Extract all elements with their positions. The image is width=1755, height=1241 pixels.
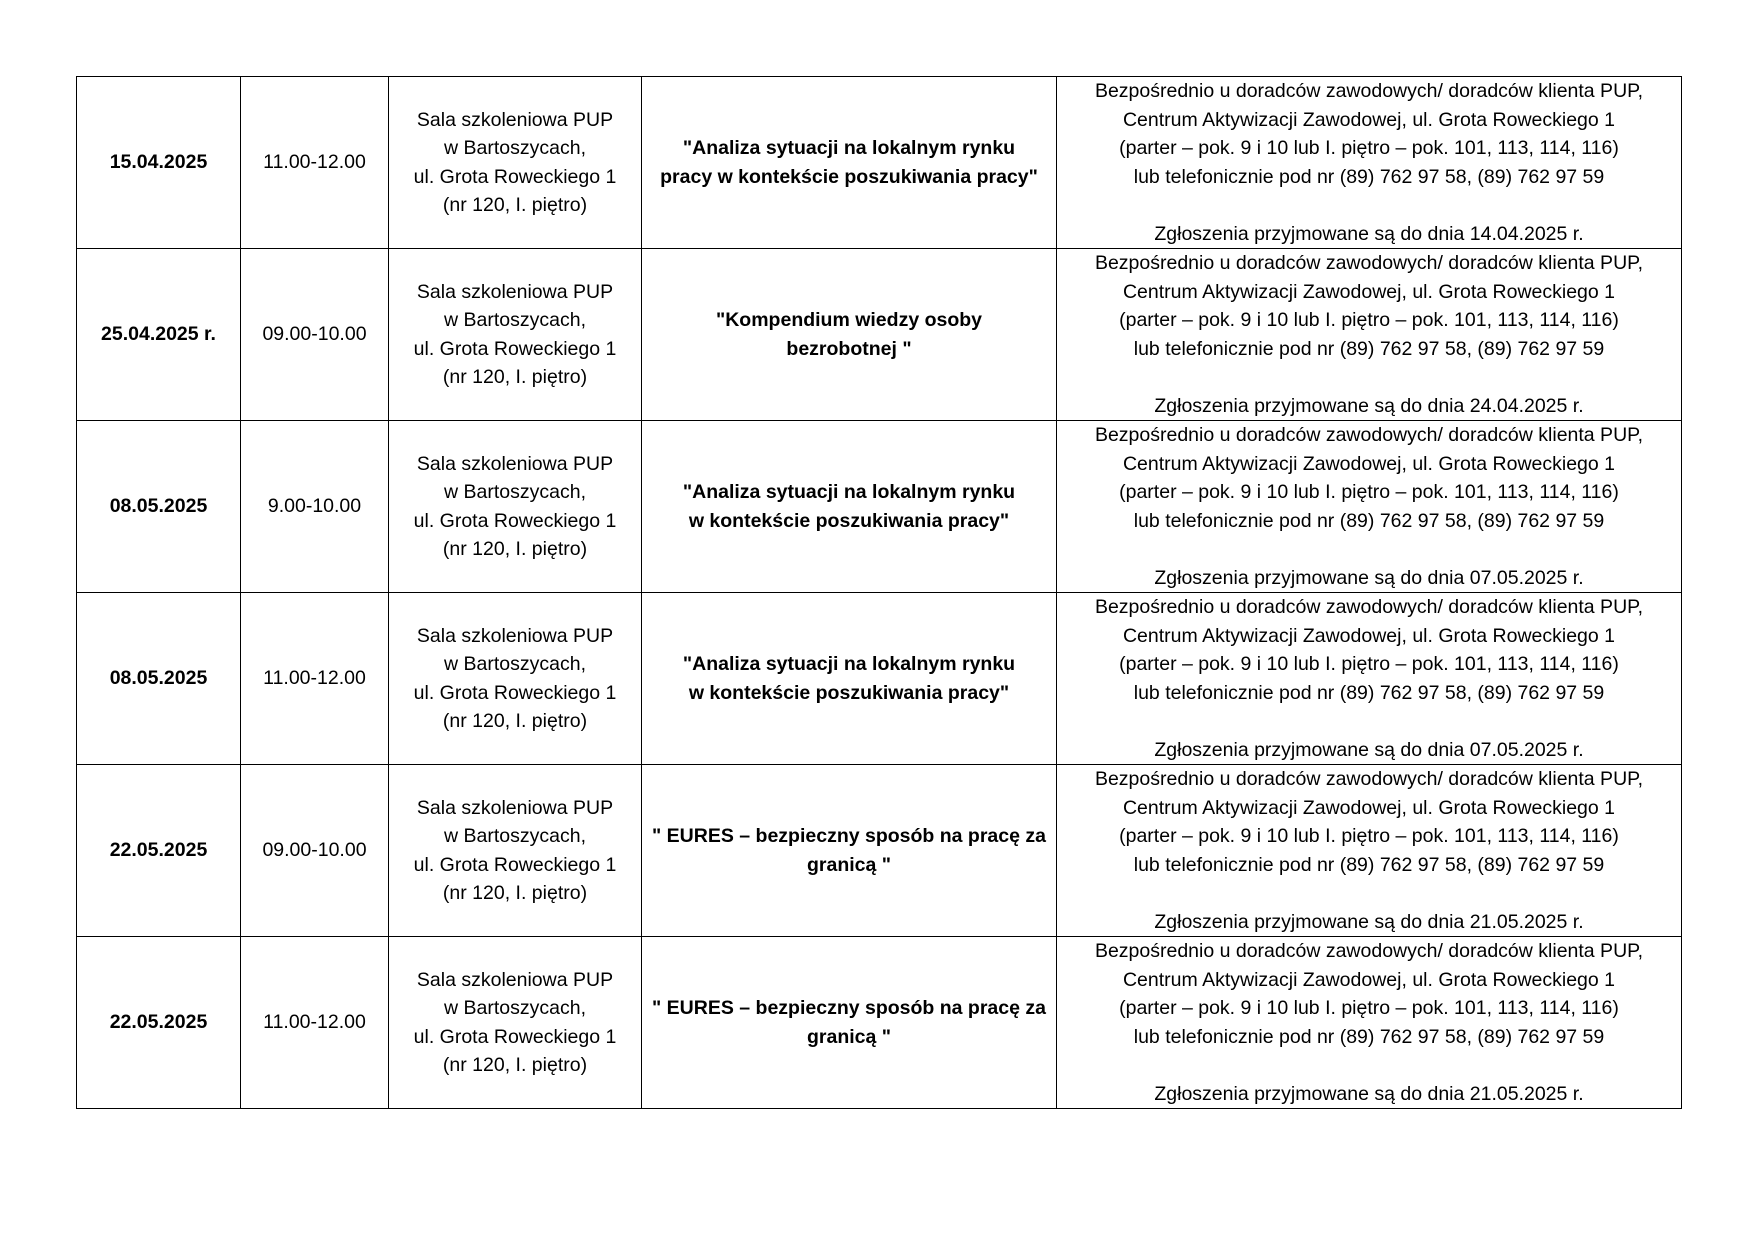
topic-line: " EURES – bezpieczny sposób na pracę za bbox=[652, 825, 1046, 847]
topic-cell bbox=[642, 421, 1057, 593]
topic-line: bezrobotnej " bbox=[786, 337, 912, 360]
place-line: w Bartoszycach, bbox=[444, 825, 586, 847]
place-line: w Bartoszycach, bbox=[444, 997, 586, 1019]
contact-cell bbox=[1057, 249, 1682, 421]
topic-line: granicą " bbox=[806, 853, 892, 876]
place-line: w Bartoszycach, bbox=[444, 309, 586, 331]
contact-line: (parter – pok. 9 i 10 lub I. piętro – pok. 101, 113, 114, 116) bbox=[1119, 481, 1619, 503]
spacer bbox=[1063, 363, 1675, 392]
place-line: ul. Grota Roweckiego 1 bbox=[413, 681, 617, 704]
place-line: (nr 120, I. piętro) bbox=[442, 538, 588, 560]
date-cell: 22.05.2025 bbox=[77, 937, 241, 1109]
contact-line: Bezpośrednio u doradców zawodowych/ doradców klienta PUP, bbox=[1094, 424, 1644, 446]
time-cell: 11.00-12.00 bbox=[241, 77, 389, 249]
topic-line: w kontekście poszukiwania pracy" bbox=[688, 681, 1010, 704]
place-line: (nr 120, I. piętro) bbox=[442, 1054, 588, 1076]
time-cell: 11.00-12.00 bbox=[241, 937, 389, 1109]
spacer bbox=[1063, 879, 1675, 908]
topic-cell bbox=[642, 765, 1057, 937]
place-line: Sala szkoleniowa PUP bbox=[416, 280, 614, 303]
contact-line: lub telefonicznie pod nr (89) 762 97 58, (89) 762 97 59 bbox=[1133, 681, 1605, 704]
contact-line: lub telefonicznie pod nr (89) 762 97 58, (89) 762 97 59 bbox=[1133, 1025, 1605, 1048]
place-cell bbox=[389, 937, 642, 1109]
spacer bbox=[1063, 707, 1675, 736]
contact-line: Centrum Aktywizacji Zawodowej, ul. Grota Roweckiego 1 bbox=[1122, 968, 1616, 991]
place-line: w Bartoszycach, bbox=[444, 653, 586, 675]
place-line: ul. Grota Roweckiego 1 bbox=[413, 509, 617, 532]
date-cell: 08.05.2025 bbox=[77, 421, 241, 593]
time-cell: 11.00-12.00 bbox=[241, 593, 389, 765]
place-cell bbox=[389, 249, 642, 421]
contact-line: (parter – pok. 9 i 10 lub I. piętro – pok. 101, 113, 114, 116) bbox=[1119, 825, 1619, 847]
contact-line: Bezpośrednio u doradców zawodowych/ doradców klienta PUP, bbox=[1094, 768, 1644, 790]
place-line: ul. Grota Roweckiego 1 bbox=[413, 1025, 617, 1048]
topic-line: " EURES – bezpieczny sposób na pracę za bbox=[652, 997, 1046, 1019]
topic-cell bbox=[642, 593, 1057, 765]
contact-cell bbox=[1057, 77, 1682, 249]
contact-cell bbox=[1057, 593, 1682, 765]
contact-line: lub telefonicznie pod nr (89) 762 97 58, (89) 762 97 59 bbox=[1133, 509, 1605, 532]
table-row bbox=[77, 77, 1682, 249]
place-line: ul. Grota Roweckiego 1 bbox=[413, 853, 617, 876]
contact-line: lub telefonicznie pod nr (89) 762 97 58, (89) 762 97 59 bbox=[1133, 337, 1605, 360]
date-cell: 15.04.2025 bbox=[77, 77, 241, 249]
time-cell: 09.00-10.00 bbox=[241, 765, 389, 937]
topic-line: w kontekście poszukiwania pracy" bbox=[688, 509, 1010, 532]
contact-line: lub telefonicznie pod nr (89) 762 97 58, (89) 762 97 59 bbox=[1133, 165, 1605, 188]
table-row bbox=[77, 765, 1682, 937]
topic-line: pracy w kontekście poszukiwania pracy" bbox=[660, 165, 1038, 188]
table-row bbox=[77, 421, 1682, 593]
deadline-line: Zgłoszenia przyjmowane są do dnia 24.04.2025 r. bbox=[1154, 394, 1584, 417]
contact-line: Bezpośrednio u doradców zawodowych/ doradców klienta PUP, bbox=[1094, 252, 1644, 274]
topic-cell bbox=[642, 937, 1057, 1109]
contact-line: Centrum Aktywizacji Zawodowej, ul. Grota Roweckiego 1 bbox=[1122, 452, 1616, 475]
place-line: (nr 120, I. piętro) bbox=[442, 882, 588, 904]
date-cell: 08.05.2025 bbox=[77, 593, 241, 765]
place-cell bbox=[389, 77, 642, 249]
deadline-line: Zgłoszenia przyjmowane są do dnia 21.05.2025 r. bbox=[1154, 910, 1584, 933]
time-cell: 09.00-10.00 bbox=[241, 249, 389, 421]
contact-line: Centrum Aktywizacji Zawodowej, ul. Grota Roweckiego 1 bbox=[1122, 280, 1616, 303]
deadline-line: Zgłoszenia przyjmowane są do dnia 07.05.2025 r. bbox=[1154, 738, 1584, 761]
place-line: Sala szkoleniowa PUP bbox=[416, 968, 614, 991]
contact-line: (parter – pok. 9 i 10 lub I. piętro – pok. 101, 113, 114, 116) bbox=[1119, 997, 1619, 1019]
topic-cell bbox=[642, 249, 1057, 421]
topic-line: "Kompendium wiedzy osoby bbox=[715, 309, 983, 331]
topic-line: granicą " bbox=[806, 1025, 892, 1048]
topic-line: "Analiza sytuacji na lokalnym rynku bbox=[682, 653, 1016, 675]
spacer bbox=[1063, 535, 1675, 564]
place-line: Sala szkoleniowa PUP bbox=[416, 796, 614, 819]
place-line: ul. Grota Roweckiego 1 bbox=[413, 337, 617, 360]
contact-line: (parter – pok. 9 i 10 lub I. piętro – pok. 101, 113, 114, 116) bbox=[1119, 309, 1619, 331]
place-line: w Bartoszycach, bbox=[444, 137, 586, 159]
contact-line: (parter – pok. 9 i 10 lub I. piętro – pok. 101, 113, 114, 116) bbox=[1119, 137, 1619, 159]
place-line: (nr 120, I. piętro) bbox=[442, 194, 588, 216]
contact-cell bbox=[1057, 421, 1682, 593]
contact-line: Bezpośrednio u doradców zawodowych/ doradców klienta PUP, bbox=[1094, 596, 1644, 618]
deadline-line: Zgłoszenia przyjmowane są do dnia 07.05.2025 r. bbox=[1154, 566, 1584, 589]
contact-line: lub telefonicznie pod nr (89) 762 97 58, (89) 762 97 59 bbox=[1133, 853, 1605, 876]
date-cell: 22.05.2025 bbox=[77, 765, 241, 937]
table-row bbox=[77, 937, 1682, 1109]
contact-line: Bezpośrednio u doradców zawodowych/ doradców klienta PUP, bbox=[1094, 80, 1644, 102]
contact-line: (parter – pok. 9 i 10 lub I. piętro – pok. 101, 113, 114, 116) bbox=[1119, 653, 1619, 675]
place-line: ul. Grota Roweckiego 1 bbox=[413, 165, 617, 188]
table-row bbox=[77, 249, 1682, 421]
contact-cell bbox=[1057, 765, 1682, 937]
topic-line: "Analiza sytuacji na lokalnym rynku bbox=[682, 481, 1016, 503]
contact-line: Centrum Aktywizacji Zawodowej, ul. Grota Roweckiego 1 bbox=[1122, 624, 1616, 647]
place-line: Sala szkoleniowa PUP bbox=[416, 624, 614, 647]
workshop-schedule-table bbox=[76, 76, 1682, 1109]
topic-cell bbox=[642, 77, 1057, 249]
place-line: w Bartoszycach, bbox=[444, 481, 586, 503]
deadline-line: Zgłoszenia przyjmowane są do dnia 21.05.2025 r. bbox=[1154, 1082, 1584, 1105]
place-line: Sala szkoleniowa PUP bbox=[416, 108, 614, 131]
contact-line: Bezpośrednio u doradców zawodowych/ doradców klienta PUP, bbox=[1094, 940, 1644, 962]
spacer bbox=[1063, 1051, 1675, 1080]
contact-line: Centrum Aktywizacji Zawodowej, ul. Grota Roweckiego 1 bbox=[1122, 796, 1616, 819]
place-line: (nr 120, I. piętro) bbox=[442, 366, 588, 388]
place-cell bbox=[389, 593, 642, 765]
place-line: Sala szkoleniowa PUP bbox=[416, 452, 614, 475]
place-line: (nr 120, I. piętro) bbox=[442, 710, 588, 732]
place-cell bbox=[389, 765, 642, 937]
topic-line: "Analiza sytuacji na lokalnym rynku bbox=[682, 137, 1016, 159]
time-cell: 9.00-10.00 bbox=[241, 421, 389, 593]
schedule-body bbox=[77, 77, 1682, 1109]
table-row bbox=[77, 593, 1682, 765]
spacer bbox=[1063, 191, 1675, 220]
place-cell bbox=[389, 421, 642, 593]
deadline-line: Zgłoszenia przyjmowane są do dnia 14.04.2025 r. bbox=[1154, 222, 1584, 245]
contact-cell bbox=[1057, 937, 1682, 1109]
date-cell: 25.04.2025 r. bbox=[77, 249, 241, 421]
contact-line: Centrum Aktywizacji Zawodowej, ul. Grota Roweckiego 1 bbox=[1122, 108, 1616, 131]
